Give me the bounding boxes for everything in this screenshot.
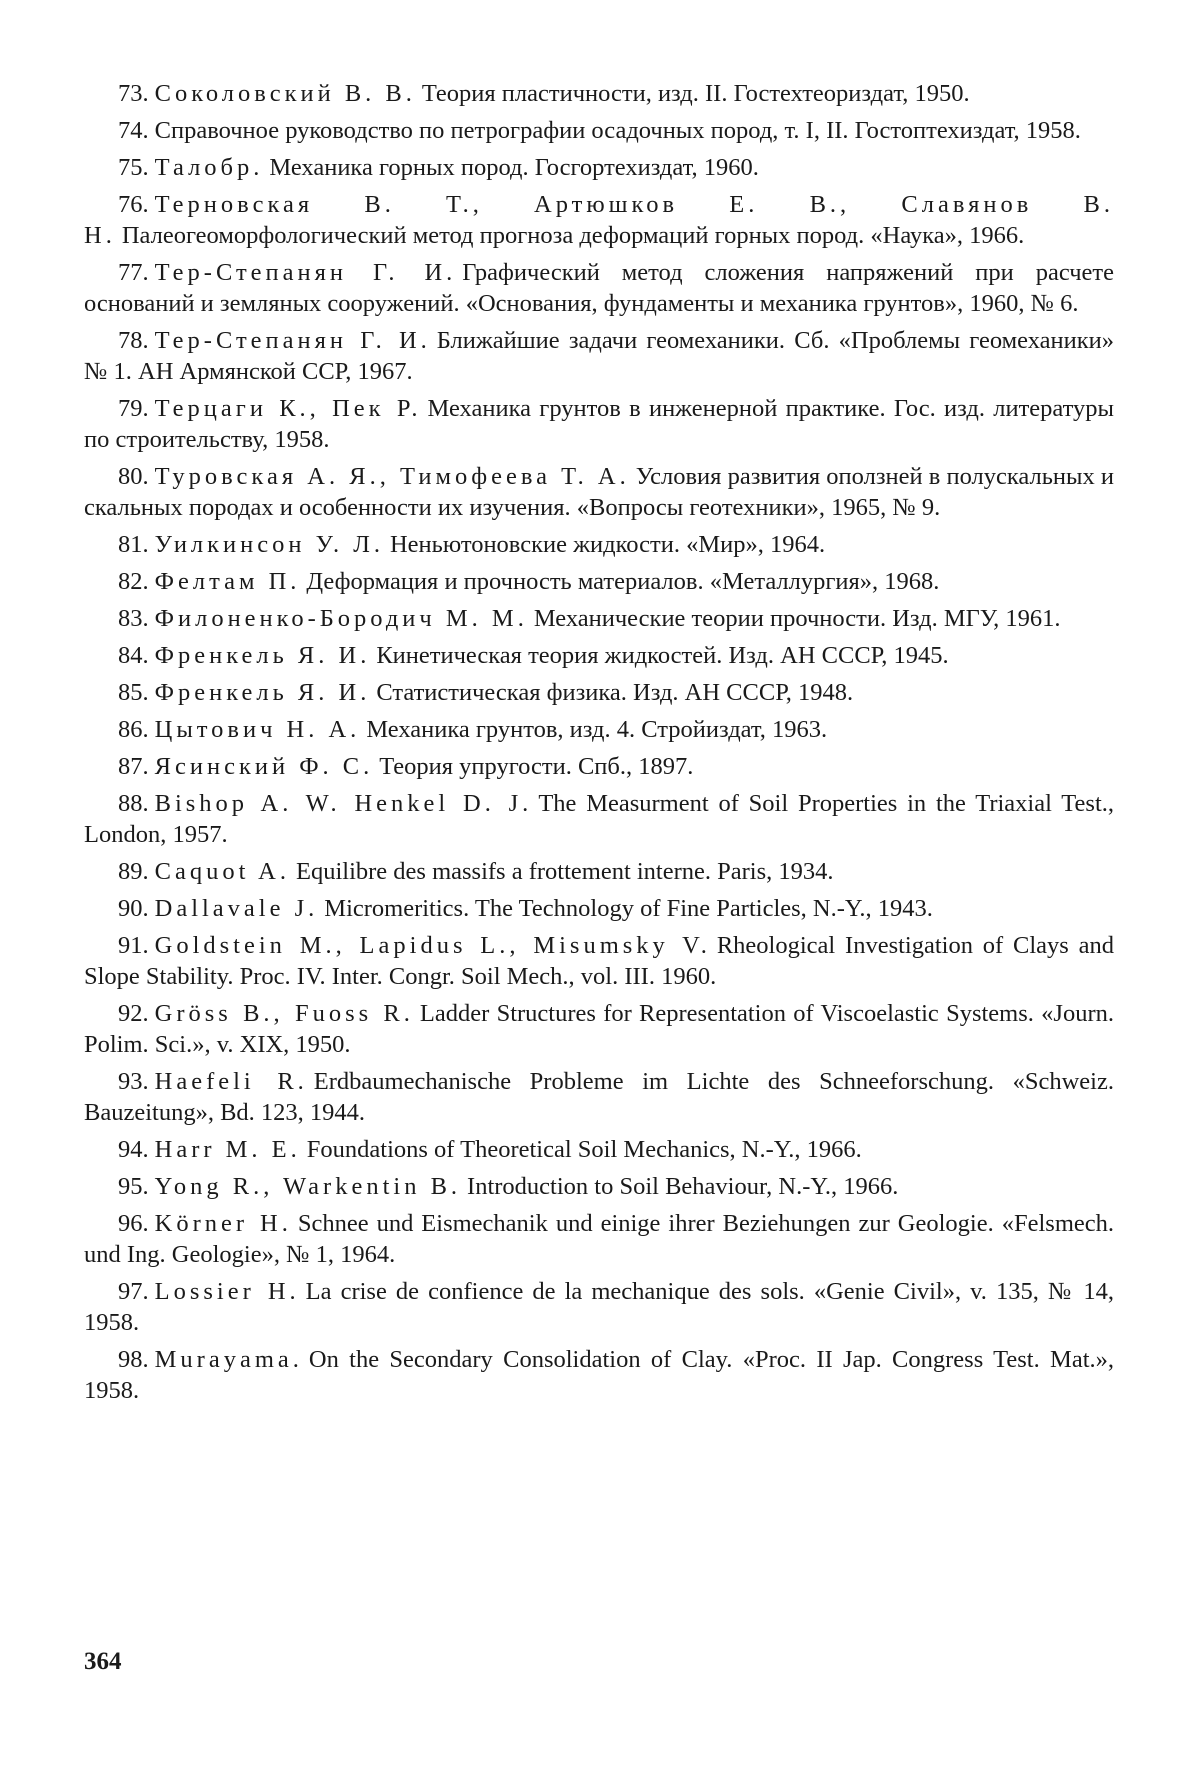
reference-entry: [84, 1276, 1114, 1338]
reference-entry: [84, 1134, 1114, 1165]
reference-author: Тер-Степанян Г. И.: [154, 259, 457, 286]
reference-text: Справочное руководство по петрографии осадочных пород, т. I, II. Гостоптехиздат, 1958.: [154, 117, 1081, 144]
reference-author: Филоненко-Бородич М. М.: [154, 605, 528, 632]
reference-text: Теория упругости. Спб., 1897.: [379, 753, 694, 780]
reference-text: Механические теории прочности. Изд. МГУ, 1961.: [533, 605, 1061, 632]
reference-author: Harr M. E.: [154, 1136, 301, 1163]
reference-author: Френкель Я. И.: [154, 679, 371, 706]
reference-number: 76.: [118, 191, 149, 218]
reference-text: Графический метод сложения напряжений при расчете оснований и земляных сооружений. «Основания, фундаменты и механика грунтов», 1960, № 6.: [84, 259, 1114, 317]
reference-number: 74.: [118, 117, 149, 144]
reference-author: Lossier H.: [154, 1278, 300, 1305]
reference-author: Уилкинсон У. Л.: [154, 531, 384, 558]
reference-number: 93.: [118, 1068, 149, 1095]
reference-text: Ближайшие задачи геомеханики. Сб. «Проблемы геомеханики» № 1. АН Армянской ССР, 1967.: [84, 327, 1114, 385]
reference-number: 91.: [118, 932, 149, 959]
reference-text: Механика грунтов в инженерной практике. Гос. изд. литературы по строительству, 1958.: [84, 395, 1114, 453]
reference-text: The Measurment of Soil Properties in the Triaxial Test., London, 1957.: [84, 790, 1114, 848]
reference-entry: [84, 115, 1114, 146]
reference-author: Соколовский В. В.: [154, 80, 416, 107]
reference-text: Механика горных пород. Госгортехиздат, 1960.: [269, 154, 759, 181]
reference-author: Талобр.: [154, 154, 264, 181]
reference-entry: [84, 603, 1114, 634]
reference-number: 82.: [118, 568, 149, 595]
reference-entry: [84, 257, 1114, 319]
reference-number: 75.: [118, 154, 149, 181]
reference-text: Rheological Investigation of Clays and Slope Stability. Proc. IV. Inter. Congr. Soil Mech., vol. III. 1960.: [84, 932, 1114, 990]
reference-number: 98.: [118, 1346, 149, 1373]
reference-text: Механика грунтов, изд. 4. Стройиздат, 1963.: [366, 716, 828, 743]
reference-entry: [84, 788, 1114, 850]
reference-text: La crise de confience de la mechanique des sols. «Genie Civil», v. 135, № 14, 1958.: [84, 1278, 1114, 1336]
reference-text: Schnee und Eismechanik und einige ihrer Beziehungen zur Geologie. «Felsmech. und Ing. Geologie», № 1, 1964.: [84, 1210, 1114, 1268]
reference-text: Erdbaumechanische Probleme im Lichte des Schneeforschung. «Schweiz. Bauzeitung», Bd. 123, 1944.: [84, 1068, 1114, 1126]
reference-author: Haefeli R.: [154, 1068, 308, 1095]
reference-author: Murayama.: [154, 1346, 303, 1373]
reference-text: Статистическая физика. Изд. АН СССР, 1948.: [376, 679, 854, 706]
reference-entry: [84, 152, 1114, 183]
reference-number: 83.: [118, 605, 149, 632]
reference-author: Френкель Я. И.: [154, 642, 371, 669]
reference-number: 90.: [118, 895, 149, 922]
reference-number: 88.: [118, 790, 149, 817]
reference-author: Терновская В. Т., Артюшков Е. В., Славянов В. Н.: [84, 191, 1114, 249]
reference-author: Фелтам П.: [154, 568, 301, 595]
reference-entry: [84, 1208, 1114, 1270]
reference-number: 78.: [118, 327, 149, 354]
reference-entry: [84, 189, 1114, 251]
reference-text: Деформация и прочность материалов. «Металлургия», 1968.: [306, 568, 940, 595]
reference-number: 79.: [118, 395, 149, 422]
reference-text: Теория пластичности, изд. II. Гостехтеориздат, 1950.: [421, 80, 970, 107]
reference-author: Körner H.: [154, 1210, 292, 1237]
reference-number: 96.: [118, 1210, 149, 1237]
reference-text: Equilibre des massifs a frottement interne. Paris, 1934.: [296, 858, 834, 885]
reference-author: Gröss B., Fuoss R.: [154, 1000, 414, 1027]
reference-text: Неньютоновские жидкости. «Мир», 1964.: [389, 531, 826, 558]
reference-entry: [84, 1066, 1114, 1128]
reference-entry: [84, 325, 1114, 387]
reference-number: 89.: [118, 858, 149, 885]
reference-entry: [84, 529, 1114, 560]
reference-text: Ladder Structures for Representation of Viscoelastic Systems. «Journ. Polim. Sci.», v. XIX, 1950.: [84, 1000, 1114, 1058]
reference-entry: [84, 1171, 1114, 1202]
reference-author: Цытович Н. А.: [154, 716, 361, 743]
reference-number: 84.: [118, 642, 149, 669]
reference-number: 92.: [118, 1000, 149, 1027]
reference-entry: [84, 751, 1114, 782]
reference-text: Micromeritics. The Technology of Fine Particles, N.-Y., 1943.: [324, 895, 933, 922]
reference-entry: [84, 566, 1114, 597]
reference-author: Терцаги К., Пек Р.: [154, 395, 422, 422]
reference-text: Условия развития оползней в полускальных и скальных породах и особенности их изучения. «Вопросы геотехники», 1965, № 9.: [84, 463, 1114, 521]
reference-entry: [84, 461, 1114, 523]
reference-author: Туровская А. Я., Тимофеева Т. А.: [154, 463, 630, 490]
reference-list: [84, 78, 1114, 1412]
reference-number: 87.: [118, 753, 149, 780]
reference-entry: [84, 856, 1114, 887]
reference-author: Тер-Степанян Г. И.: [154, 327, 431, 354]
reference-number: 73.: [118, 80, 149, 107]
reference-number: 97.: [118, 1278, 149, 1305]
reference-number: 77.: [118, 259, 149, 286]
reference-entry: [84, 893, 1114, 924]
reference-number: 80.: [118, 463, 149, 490]
reference-text: Foundations of Theoretical Soil Mechanics, N.-Y., 1966.: [306, 1136, 862, 1163]
reference-entry: [84, 78, 1114, 109]
reference-entry: [84, 1344, 1114, 1406]
reference-entry: [84, 640, 1114, 671]
reference-number: 95.: [118, 1173, 149, 1200]
reference-entry: [84, 714, 1114, 745]
reference-number: 94.: [118, 1136, 149, 1163]
reference-text: Палеогеоморфологический метод прогноза деформаций горных пород. «Наука», 1966.: [121, 222, 1025, 249]
page-number: 364: [84, 1648, 122, 1675]
reference-author: Caquot A.: [154, 858, 290, 885]
reference-author: Yong R., Warkentin B.: [154, 1173, 462, 1200]
reference-entry: [84, 998, 1114, 1060]
reference-entry: [84, 677, 1114, 708]
reference-text: Кинетическая теория жидкостей. Изд. АН СССР, 1945.: [376, 642, 949, 669]
reference-author: Bishop A. W. Henkel D. J.: [154, 790, 533, 817]
reference-author: Goldstein M., Lapidus L., Misumsky V.: [154, 932, 711, 959]
reference-number: 81.: [118, 531, 149, 558]
reference-number: 85.: [118, 679, 149, 706]
reference-author: Dallavale J.: [154, 895, 319, 922]
reference-entry: [84, 930, 1114, 992]
reference-author: Ясинский Ф. С.: [154, 753, 374, 780]
reference-entry: [84, 393, 1114, 455]
reference-text: On the Secondary Consolidation of Clay. «Proc. II Jap. Congress Test. Mat.», 1958.: [84, 1346, 1114, 1404]
reference-number: 86.: [118, 716, 149, 743]
reference-text: Introduction to Soil Behaviour, N.-Y., 1966.: [467, 1173, 899, 1200]
